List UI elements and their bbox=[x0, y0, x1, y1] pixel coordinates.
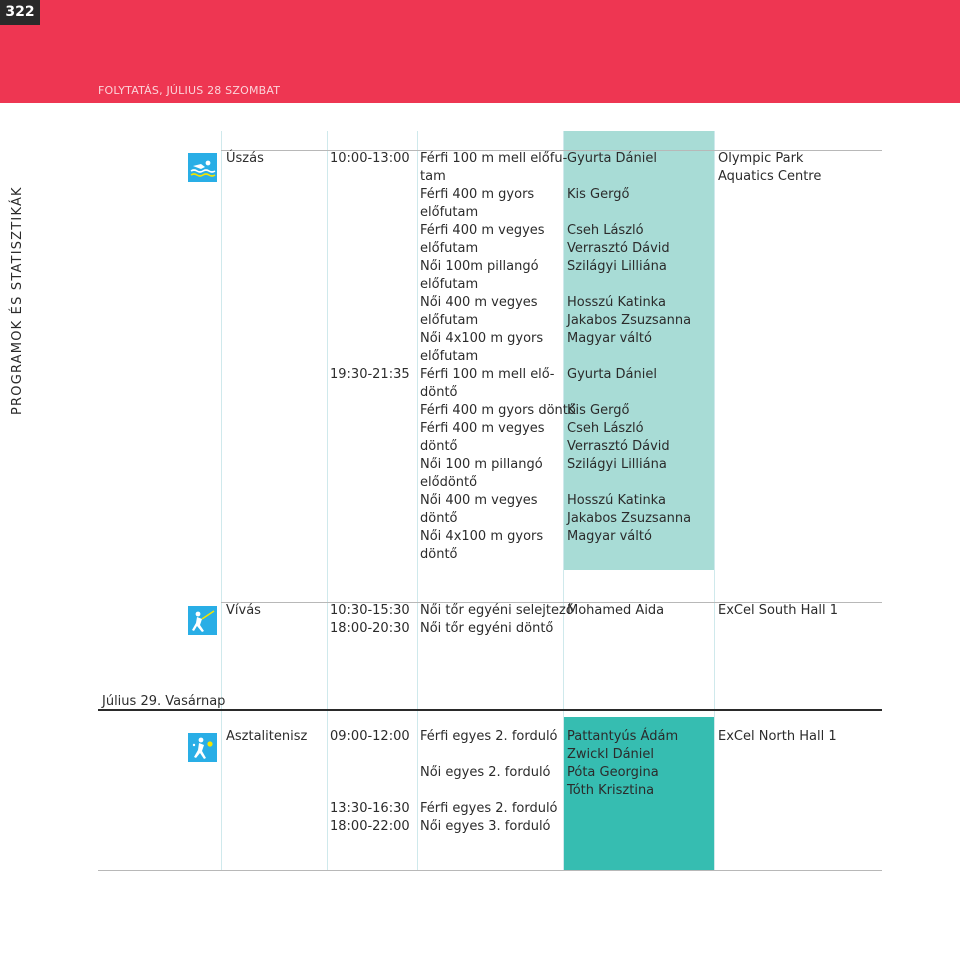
event-line: Női 4x100 m gyors bbox=[420, 331, 544, 346]
swimming-icon bbox=[188, 153, 217, 182]
event-line: Férfi 100 m mell elő- bbox=[420, 367, 555, 382]
event-line: Női tőr egyéni selejtező bbox=[420, 603, 574, 618]
athlete-line: Magyar váltó bbox=[567, 331, 652, 346]
page-number: 322 bbox=[0, 0, 40, 25]
day-label: Július 29. Vasárnap bbox=[102, 694, 226, 709]
venue-line: ExCel South Hall 1 bbox=[718, 603, 839, 618]
time-slot bbox=[330, 746, 410, 764]
time-list bbox=[330, 728, 410, 836]
venue bbox=[718, 728, 837, 746]
section-title: FOLYTATÁS, JÚLIUS 28 SZOMBAT bbox=[98, 84, 281, 97]
event-line: Férfi 400 m gyors bbox=[420, 187, 535, 202]
event-list bbox=[420, 602, 574, 638]
venue bbox=[718, 602, 838, 620]
athlete-line: Gyurta Dániel bbox=[567, 151, 657, 166]
table-tennis-icon bbox=[188, 733, 217, 762]
athlete-line: Pattantyús Ádám bbox=[567, 729, 679, 744]
event-line: előfutam bbox=[420, 277, 479, 292]
sidebar bbox=[0, 103, 40, 960]
venue-line: ExCel North Hall 1 bbox=[718, 729, 837, 744]
event-line: Női egyes 3. forduló bbox=[420, 819, 551, 834]
athlete-line: Tóth Krisztina bbox=[567, 783, 655, 798]
venue-line: Aquatics Centre bbox=[718, 169, 822, 184]
event-line: Férfi egyes 2. forduló bbox=[420, 729, 558, 744]
athlete-line: Póta Georgina bbox=[567, 765, 659, 780]
time-slot: 18:00-20:30 bbox=[330, 621, 410, 636]
time-slot: 19:30-21:35 bbox=[330, 367, 410, 382]
event-line: előfutam bbox=[420, 241, 479, 256]
event-line: elődöntő bbox=[420, 475, 478, 490]
athlete-line bbox=[567, 204, 691, 222]
athlete-line: Hosszú Katinka bbox=[567, 493, 666, 508]
time-slot bbox=[330, 764, 410, 782]
event-line: döntő bbox=[420, 439, 458, 454]
venue bbox=[718, 150, 821, 186]
athlete-line: Gyurta Dániel bbox=[567, 367, 657, 382]
event-line: Női 400 m vegyes bbox=[420, 493, 538, 508]
day-divider bbox=[98, 709, 882, 711]
athlete-line: Verrasztó Dávid bbox=[567, 241, 670, 256]
grid-line bbox=[714, 131, 715, 870]
event-line: döntő bbox=[420, 385, 458, 400]
venue-line: Olympic Park bbox=[718, 151, 804, 166]
athlete-list bbox=[567, 728, 678, 800]
event-line bbox=[420, 782, 558, 800]
athlete-line: Kis Gergő bbox=[567, 403, 630, 418]
event-line: Női 100m pillangó bbox=[420, 259, 539, 274]
time-slot: 10:00-13:00 bbox=[330, 151, 410, 166]
athlete-line: Cseh László bbox=[567, 421, 644, 436]
event-line: Férfi egyes 2. forduló bbox=[420, 801, 558, 816]
event-line: döntő bbox=[420, 511, 458, 526]
athlete-line: Szilágyi Lilliána bbox=[567, 457, 667, 472]
event-line: Férfi 400 m vegyes bbox=[420, 223, 545, 238]
event-line: Női 400 m vegyes bbox=[420, 295, 538, 310]
time-slot: 13:30-16:30 bbox=[330, 801, 410, 816]
grid-line bbox=[221, 131, 222, 870]
athlete-line: Verrasztó Dávid bbox=[567, 439, 670, 454]
grid-line bbox=[327, 131, 328, 870]
time-list bbox=[330, 602, 410, 638]
athlete-line: Jakabos Zsuzsanna bbox=[567, 511, 692, 526]
time-slot: 18:00-22:00 bbox=[330, 819, 410, 834]
event-line bbox=[420, 746, 558, 764]
athlete-line: Szilágyi Lilliána bbox=[567, 259, 667, 274]
athlete-list bbox=[567, 602, 664, 620]
event-line: előfutam bbox=[420, 313, 479, 328]
athlete-line bbox=[567, 348, 691, 366]
event-list bbox=[420, 150, 576, 564]
athlete-line bbox=[567, 384, 691, 402]
athlete-line: Jakabos Zsuzsanna bbox=[567, 313, 692, 328]
sport-name: Úszás bbox=[226, 151, 264, 166]
event-line: Férfi 100 m mell előfu- bbox=[420, 151, 568, 166]
sport-name: Vívás bbox=[226, 603, 261, 618]
event-list bbox=[420, 728, 558, 836]
sport-name: Asztalitenisz bbox=[226, 729, 308, 744]
event-line: Férfi 400 m vegyes bbox=[420, 421, 545, 436]
event-line: Női tőr egyéni döntő bbox=[420, 621, 554, 636]
grid-line bbox=[417, 131, 418, 870]
time-slot: 09:00-12:00 bbox=[330, 729, 410, 744]
athlete-line bbox=[567, 168, 691, 186]
fencing-icon bbox=[188, 606, 217, 635]
athlete-line: Cseh László bbox=[567, 223, 644, 238]
sidebar-title: PROGRAMOK ÉS STATISZTIKÁK bbox=[10, 186, 25, 415]
athlete-list bbox=[567, 150, 691, 546]
athlete-line: Kis Gergő bbox=[567, 187, 630, 202]
event-line: Női 4x100 m gyors bbox=[420, 529, 544, 544]
athlete-line: Hosszú Katinka bbox=[567, 295, 666, 310]
time-slot bbox=[330, 782, 410, 800]
athlete-line bbox=[567, 276, 691, 294]
time-slot: 10:30-15:30 bbox=[330, 603, 410, 618]
athlete-line: Mohamed Aida bbox=[567, 603, 665, 618]
event-line: Férfi 400 m gyors döntő bbox=[420, 403, 576, 418]
athlete-line: Magyar váltó bbox=[567, 529, 652, 544]
event-line: előfutam bbox=[420, 205, 479, 220]
athlete-line bbox=[567, 474, 691, 492]
athlete-line: Zwickl Dániel bbox=[567, 747, 655, 762]
event-line: tam bbox=[420, 169, 446, 184]
event-line: Női egyes 2. forduló bbox=[420, 765, 551, 780]
event-line: döntő bbox=[420, 547, 458, 562]
row-divider bbox=[98, 870, 882, 871]
event-line: előfutam bbox=[420, 349, 479, 364]
event-line: Női 100 m pillangó bbox=[420, 457, 543, 472]
